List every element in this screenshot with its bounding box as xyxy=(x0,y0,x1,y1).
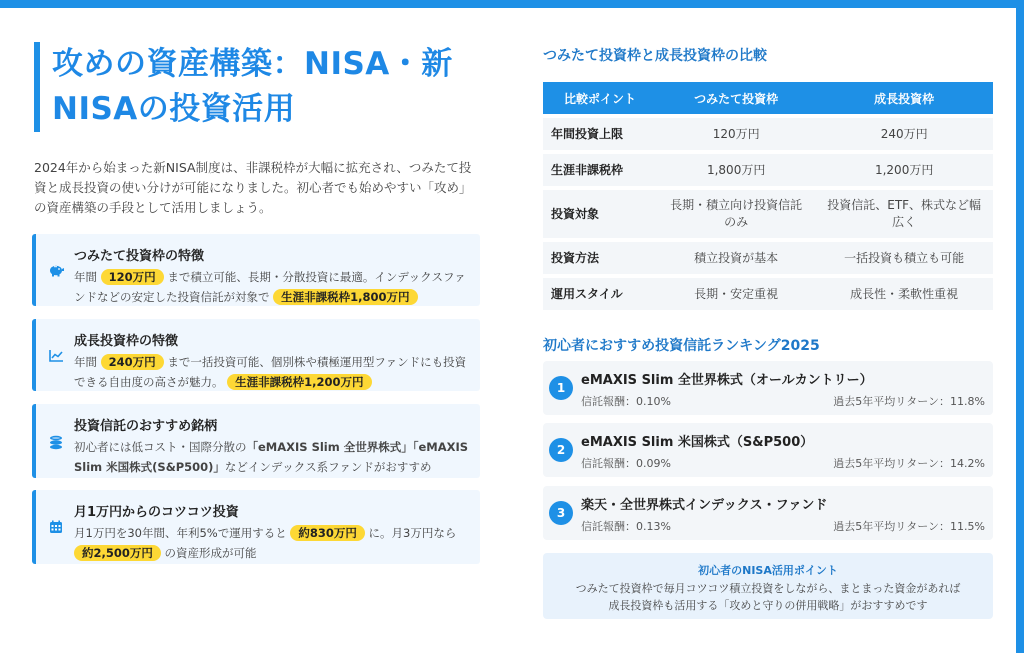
table-cell: 一括投資も積立も可能 xyxy=(815,242,993,274)
card-text: 初心者には低コスト・国際分散の xyxy=(74,440,247,454)
card-body xyxy=(74,523,470,563)
page-title-block xyxy=(34,42,482,132)
card-text: などインデックス系ファンドがおすすめ xyxy=(224,460,432,474)
table-cell: 120万円 xyxy=(657,118,815,150)
calendar-icon xyxy=(48,519,64,535)
card-body xyxy=(74,267,470,307)
card-text: の資産形成が可能 xyxy=(164,546,257,560)
card-body xyxy=(74,437,470,477)
tip-text: つみたて投資枠で毎月コツコツ積立投資をしながら、まとまった資金があれば成長投資枠も活用する「攻めと守りの併用戦略」がおすすめです xyxy=(575,582,961,612)
table-cell: 240万円 xyxy=(815,118,993,150)
rank-number-badge: 3 xyxy=(549,501,573,525)
card-monthly xyxy=(32,490,480,564)
table-row xyxy=(543,118,993,150)
highlight-amount: 約830万円 xyxy=(290,525,365,541)
line-chart-icon xyxy=(48,347,64,363)
right-accent-bar xyxy=(1016,0,1024,653)
card-title: 成長投資枠の特徴 xyxy=(74,334,179,349)
fund-return: 過去5年平均リターン：11.8% xyxy=(833,395,985,408)
card-text: 月1万円を30年間、年利5%で運用すると xyxy=(74,526,287,540)
row-label: 投資方法 xyxy=(543,242,657,274)
nisa-tip-box xyxy=(543,553,993,619)
column-header: 成長投資枠 xyxy=(815,82,993,114)
ranking-item xyxy=(543,423,993,477)
card-text: 年間 xyxy=(74,270,97,284)
card-growth xyxy=(32,319,480,391)
rank-number-badge: 1 xyxy=(549,376,573,400)
comparison-title: つみたて投資枠と成長投資枠の比較 xyxy=(543,48,767,64)
table-cell: 1,800万円 xyxy=(657,154,815,186)
table-cell: 1,200万円 xyxy=(815,154,993,186)
highlight-amount: 120万円 xyxy=(101,269,164,285)
highlight-amount: 240万円 xyxy=(101,354,164,370)
ranking-title: 初心者におすすめ投資信託ランキング2025 xyxy=(543,338,820,354)
fund-name: 楽天・全世界株式インデックス・ファンド xyxy=(581,498,828,513)
card-text: 年間 xyxy=(74,355,97,369)
card-body xyxy=(74,352,470,392)
ranking-item xyxy=(543,486,993,540)
card-title: 月1万円からのコツコツ投資 xyxy=(74,505,239,520)
table-cell: 積立投資が基本 xyxy=(657,242,815,274)
fund-return: 過去5年平均リターン：11.5% xyxy=(833,520,985,533)
intro-text: 2024年から始まった新NISA制度は、非課税枠が大幅に拡充され、つみたて投資と成長投資の使い分けが可能になりました。初心者でも始めやすい「攻め」の資産構築の手段として活用しましょう。 xyxy=(34,160,472,215)
row-label: 年間投資上限 xyxy=(543,118,657,150)
table-row xyxy=(543,190,993,238)
table-row xyxy=(543,242,993,274)
card-tsumitate xyxy=(32,234,480,306)
page-title: 攻めの資産構築：NISA・新NISAの投資活用 xyxy=(52,46,453,127)
highlight-amount: 生涯非課税枠1,800万円 xyxy=(273,289,417,305)
table-cell: 成長性・柔軟性重視 xyxy=(815,278,993,310)
table-header-row xyxy=(543,82,993,114)
table-cell: 長期・安定重視 xyxy=(657,278,815,310)
card-text: に。月3万円なら xyxy=(368,526,457,540)
fund-name: eMAXIS Slim 米国株式（S&P500） xyxy=(581,435,814,450)
column-header: 比較ポイント xyxy=(543,82,657,114)
row-label: 生涯非課税枠 xyxy=(543,154,657,186)
card-funds xyxy=(32,404,480,478)
fund-fee: 信託報酬：0.09% xyxy=(581,457,671,470)
card-title: つみたて投資枠の特徴 xyxy=(74,249,205,264)
fund-return: 過去5年平均リターン：14.2% xyxy=(833,457,985,470)
rank-number-badge: 2 xyxy=(549,438,573,462)
table-row xyxy=(543,278,993,310)
fund-name: eMAXIS Slim 全世界株式（オールカントリー） xyxy=(581,373,873,388)
fund-names: 「eMAXIS Slim 全世界株式」「eMAXIS Slim 米国株式(S&P500)」 xyxy=(74,440,469,474)
ranking-item xyxy=(543,361,993,415)
card-title: 投資信託のおすすめ銘柄 xyxy=(74,419,218,434)
tip-title: 初心者のNISA活用ポイント xyxy=(698,564,838,577)
piggy-bank-icon xyxy=(48,262,64,278)
comparison-table xyxy=(543,78,993,314)
highlight-amount: 生涯非課税枠1,200万円 xyxy=(227,374,371,390)
top-accent-bar xyxy=(0,0,1024,8)
fund-fee: 信託報酬：0.13% xyxy=(581,520,671,533)
card-text: まで一括投資可能、個別株や積極運用型ファンドにも投資できる自由度の高さが魅力。 xyxy=(74,355,467,389)
row-label: 運用スタイル xyxy=(543,278,657,310)
column-header: つみたて投資枠 xyxy=(657,82,815,114)
table-cell: 投資信託、ETF、株式など幅広く xyxy=(815,190,993,238)
row-label: 投資対象 xyxy=(543,190,657,238)
table-row xyxy=(543,154,993,186)
table-cell: 長期・積立向け投資信託のみ xyxy=(657,190,815,238)
highlight-amount: 約2,500万円 xyxy=(74,545,161,561)
fund-fee: 信託報酬：0.10% xyxy=(581,395,671,408)
card-text: まで積立可能、長期・分散投資に最適。インデックスファンドなどの安定した投資信託が対象で xyxy=(74,270,466,304)
coins-icon xyxy=(48,434,64,450)
